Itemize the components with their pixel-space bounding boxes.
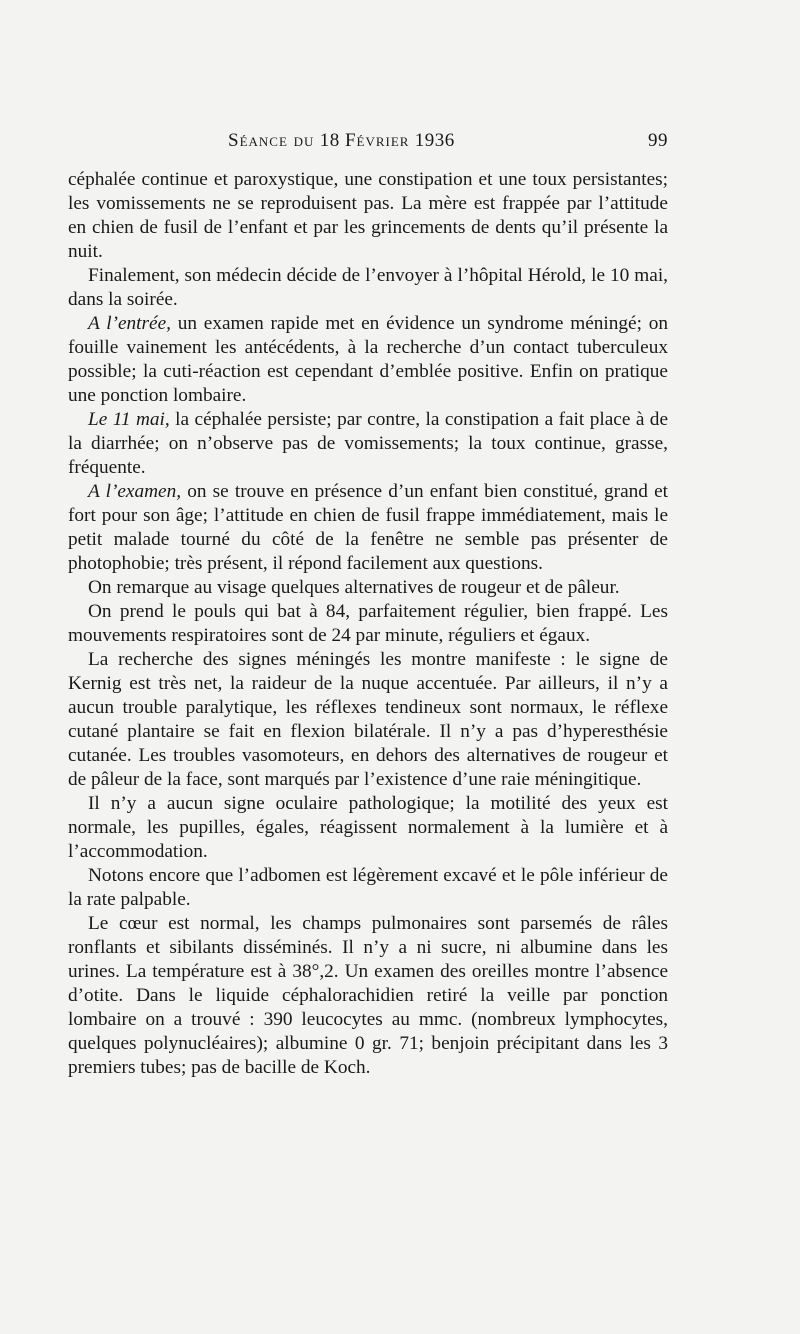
running-header [68,130,668,156]
paragraph-text: Finalement, son médecin décide de l’envoyer à l’hôpital Hérold, le 10 mai, dans la soirée. [68,265,668,310]
paragraph-5 [68,480,668,576]
paragraph-text: Il n’y a aucun signe oculaire pathologique; la motilité des yeux est normale, les pupilles, égales, réagissent normalement à la lumière et à l’accommodation. [68,793,668,862]
paragraph-text: Notons encore que l’adbomen est légèrement excavé et le pôle inférieur de la rate palpable. [68,865,668,910]
paragraph-text: un examen rapide met en évidence un syndrome méningé; on fouille vainement les antécédents, à la recherche d’un contact tuberculeux possible; la cuti-réaction est cependant d’emblée positive. Enfin on pratique une ponction lombaire. [68,313,668,406]
page-number: 99 [648,130,668,151]
paragraph-text: on se trouve en présence d’un enfant bien constitué, grand et fort pour son âge; l’attitude en chien de fusil frappe immédiatement, mais le petit malade tourné du côté de la fenêtre ne semble pas présenter de photophobie; très présent, il répond facilement aux questions. [68,481,668,574]
paragraph-text: Le cœur est normal, les champs pulmonaires sont parsemés de râles ronflants et sibilants disséminés. Il n’y a ni sucre, ni albumine dans les urines. La température est à 38°,2. Un examen des oreilles montre l’absence d’otite. Dans le liquide céphalorachidien retiré la veille par ponction lombaire on a trouvé : 390 leucocytes au mmc. (nombreux lymphocytes, quelques polynucléaires); albumine 0 gr. 71; benjoin précipitant dans les 3 premiers tubes; pas de bacille de Koch. [68,913,668,1078]
paragraph-10 [68,864,668,912]
paragraph-text: On remarque au visage quelques alternatives de rougeur et de pâleur. [88,577,620,598]
paragraph-text: céphalée continue et paroxystique, une constipation et une toux persistantes; les vomissements ne se reproduisent pas. La mère est frappée par l’attitude en chien de fusil de l’enfant et par les grincements de dents qu’il présente la nuit. [68,169,668,262]
paragraph-9 [68,792,668,864]
paragraph-text: On prend le pouls qui bat à 84, parfaitement régulier, bien frappé. Les mouvements respiratoires sont de 24 par minute, réguliers et égaux. [68,601,668,646]
paragraph-3 [68,312,668,408]
paragraph-2 [68,264,668,312]
paragraph-lead: A l’examen, [88,481,182,502]
paragraph-4 [68,408,668,480]
paragraph-text: La recherche des signes méningés les montre manifeste : le signe de Kernig est très net, la raideur de la nuque accentuée. Par ailleurs, il n’y a aucun trouble paralytique, les réflexes tendineux sont normaux, le réflexe cutané plantaire se fait en flexion bilatérale. Il n’y a pas d’hyperesthésie cutanée. Les troubles vasomoteurs, en dehors des alternatives de rougeur et de pâleur de la face, sont marqués par l’existence d’une raie méningitique. [68,649,668,790]
paragraph-7 [68,600,668,648]
paragraph-lead: A l’entrée, [88,313,171,334]
paragraph-6 [68,576,668,600]
paragraph-11 [68,912,668,1080]
body-text [68,168,668,1080]
running-title-year: 1936 [414,130,455,151]
running-title-prefix: Séance du [228,130,315,151]
running-title-month: Février [344,130,410,151]
paragraph-text: la céphalée persiste; par contre, la constipation a fait place à de la diarrhée; on n’observe pas de vomissements; la toux continue, grasse, fréquente. [68,409,669,478]
running-title-date: 18 [319,130,340,151]
paragraph-1 [68,168,668,264]
paragraph-8 [68,648,668,792]
running-title [228,130,455,152]
paragraph-lead: Le 11 mai, [88,409,170,430]
